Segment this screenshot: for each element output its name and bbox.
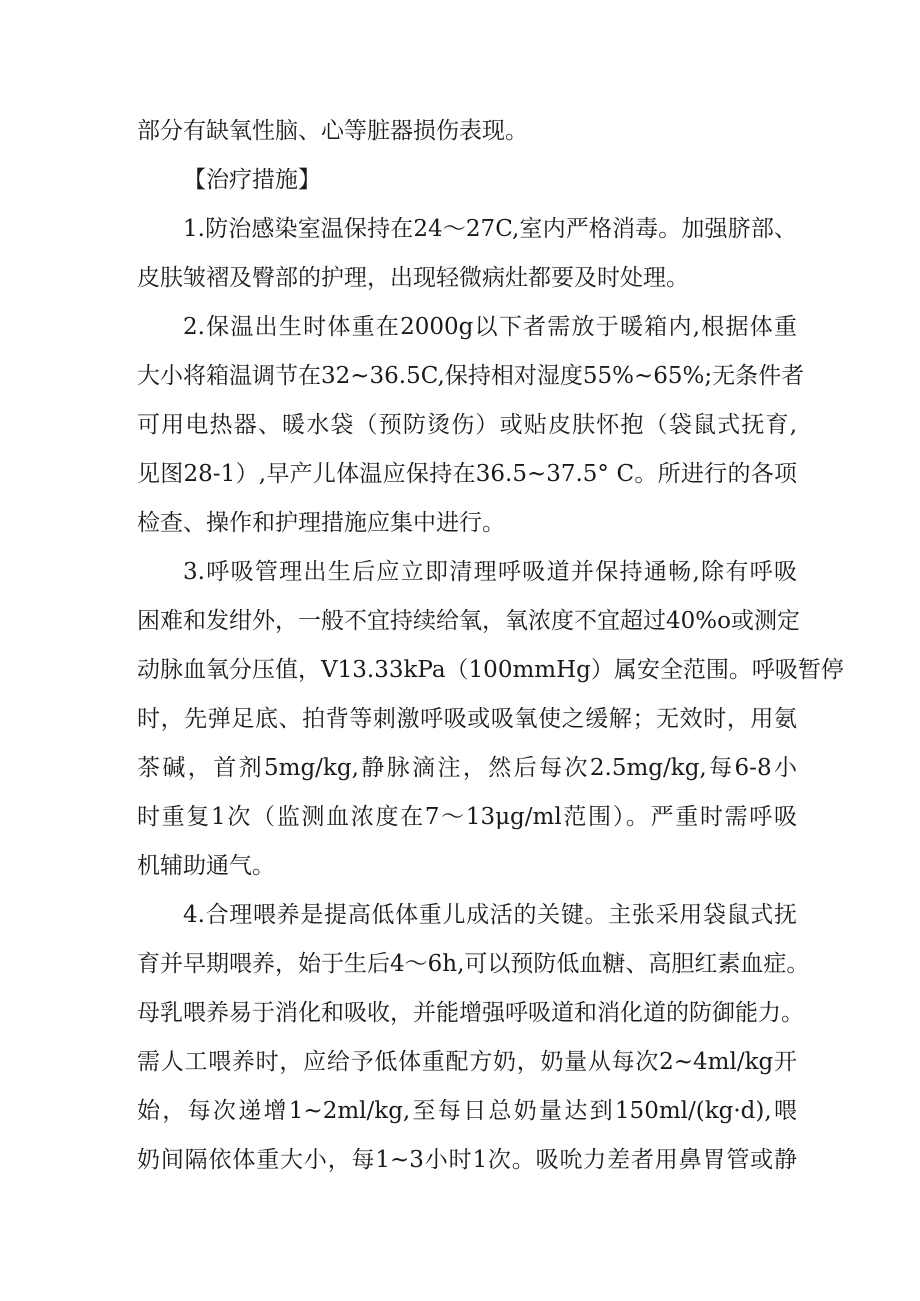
text-line: 2.保温出生时体重在2000g以下者需放于暖箱内,根据体重 xyxy=(183,314,797,340)
paragraph-intro-tail xyxy=(137,107,797,156)
paragraph-item-3 xyxy=(137,548,844,891)
text-line: 可用电热器、暖水袋（预防烫伤）或贴皮肤怀抱（袋鼠式抚育, xyxy=(137,412,797,438)
text-line: 检查、操作和护理措施应集中进行。 xyxy=(137,510,505,536)
text-line: 4.合理喂养是提高低体重儿成活的关键。主张采用袋鼠式抚 xyxy=(183,902,797,928)
heading-treatment-measures: 【治疗措施】 xyxy=(183,167,321,193)
section-heading xyxy=(137,156,797,205)
paragraph-item-4 xyxy=(137,891,810,1185)
document-body xyxy=(137,107,844,1185)
text-line: 时，先弹足底、拍背等刺激呼吸或吸氧使之缓解；无效时，用氨 xyxy=(137,706,797,732)
text-line: 育并早期喂养，始于生后4～6h,可以预防低血糖、高胆红素血症。 xyxy=(137,951,810,977)
text-line: 3.呼吸管理出生后应立即清理呼吸道并保持通畅,除有呼吸 xyxy=(183,559,797,585)
text-line: 困难和发绀外，一般不宜持续给氧，氧浓度不宜超过40%o或测定 xyxy=(137,608,800,634)
paragraph-item-2 xyxy=(137,303,805,548)
text-line: 机辅助通气。 xyxy=(137,853,275,879)
text-line: 需人工喂养时，应给予低体重配方奶，奶量从每次2~4ml/kg开 xyxy=(137,1049,797,1075)
text-line: 部分有缺氧性脑、心等脏器损伤表现。 xyxy=(137,118,528,144)
text-line: 时重复1次（监测血浓度在7～13μg/ml范围）。严重时需呼吸 xyxy=(137,804,797,830)
text-line: 见图28-1）,早产儿体温应保持在36.5~37.5° C。所进行的各项 xyxy=(137,461,797,487)
paragraph-item-1 xyxy=(137,205,797,303)
text-line: 1.防治感染室温保持在24～27C,室内严格消毒。加强脐部、 xyxy=(183,216,797,242)
text-line: 皮肤皱褶及臀部的护理，出现轻微病灶都要及时处理。 xyxy=(137,265,689,291)
text-line: 始，每次递增1~2ml/kg,至每日总奶量达到150ml/(kg·d),喂 xyxy=(137,1098,797,1124)
text-line: 茶碱，首剂5mg/kg,静脉滴注，然后每次2.5mg/kg,每6-8小 xyxy=(137,755,797,781)
text-line: 大小将箱温调节在32~36.5C,保持相对湿度55%~65%;无条件者 xyxy=(137,363,805,389)
text-line: 母乳喂养易于消化和吸收，并能增强呼吸道和消化道的防御能力。 xyxy=(137,1000,804,1026)
text-line: 奶间隔依体重大小，每1~3小时1次。吸吮力差者用鼻胃管或静 xyxy=(137,1147,797,1173)
text-line: 动脉血氧分压值，V13.33kPa（100mmHg）属安全范围。呼吸暂停 xyxy=(137,657,844,683)
